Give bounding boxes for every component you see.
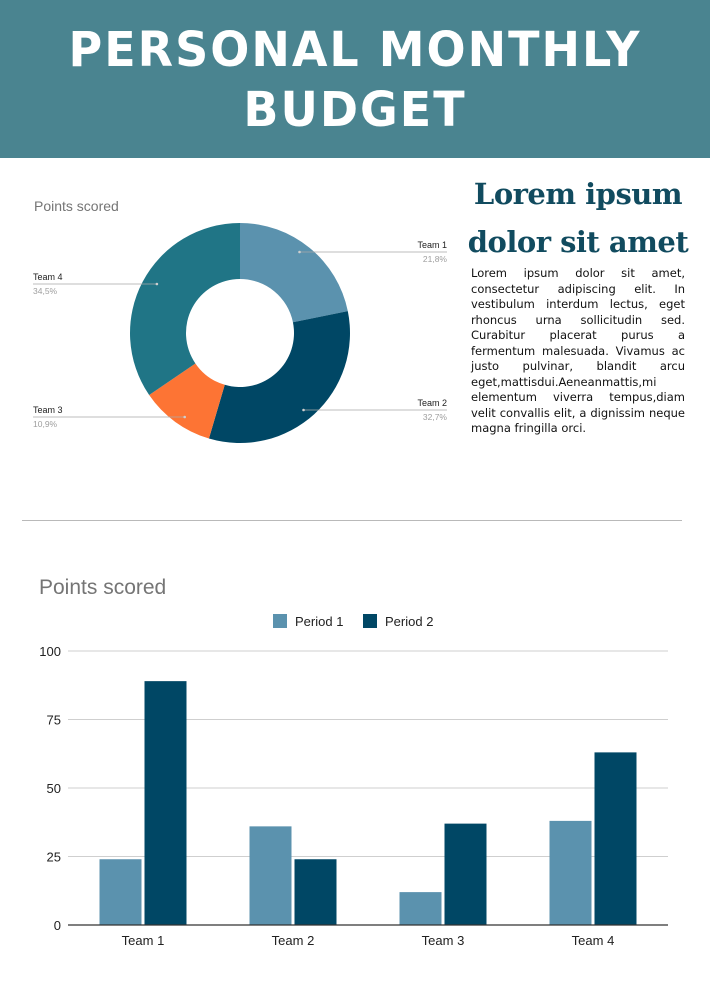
donut-value-team-1: 21,8%: [422, 254, 447, 264]
donut-chart-title: Points scored: [34, 198, 119, 214]
donut-value-team-2: 32,7%: [422, 412, 447, 422]
x-tick-label-team-2: Team 2: [271, 933, 315, 948]
bar-chart-title: Points scored: [39, 576, 167, 599]
article-title: Lorem ipsum dolor sit amet: [467, 177, 689, 259]
y-tick-label-100: 100: [39, 644, 61, 659]
donut-value-team-4: 34,5%: [33, 286, 58, 296]
donut-label-team-3: Team 3: [33, 405, 63, 415]
donut-label-team-4: Team 4: [33, 272, 63, 282]
y-tick-label-50: 50: [46, 781, 61, 796]
legend-label-period-2: Period 2: [385, 614, 434, 629]
page-title-line-1: PERSONAL MONTHLY: [68, 20, 642, 78]
bar-team-3-period-2: [445, 824, 487, 925]
donut-label-team-2: Team 2: [417, 398, 447, 408]
bar-team-4-period-1: [550, 821, 592, 925]
bar-team-3-period-1: [400, 892, 442, 925]
page-title-line-2: BUDGET: [243, 80, 467, 138]
legend-swatch-period-2: [363, 614, 377, 628]
bar-team-1-period-1: [100, 859, 142, 925]
bar-team-1-period-2: [145, 681, 187, 925]
bar-team-2-period-1: [250, 826, 292, 925]
x-tick-label-team-1: Team 1: [121, 933, 165, 948]
y-tick-label-75: 75: [46, 712, 61, 728]
donut-value-team-3: 10,9%: [33, 419, 58, 429]
x-tick-label-team-3: Team 3: [421, 933, 465, 948]
bar-team-2-period-2: [295, 859, 337, 925]
donut-label-team-1: Team 1: [417, 240, 447, 250]
legend-swatch-period-1: [273, 614, 287, 628]
y-tick-label-0: 0: [53, 918, 61, 933]
article-body: Lorem ipsum dolor sit amet, consectetur adipiscing elit. In vestibulum interdum lectus, eget rhoncus urna sollicitudin sed. Curabitur placerat purus a fermentum malesuada. Vivamus ac justo pulvinar, blandit arcu eget,mattisdui.Aeneanmattis,mi elementum viverra tempus,diam velit convallis elit, a dignissim neque magna fringilla orci.: [471, 266, 685, 435]
legend-label-period-1: Period 1: [295, 614, 344, 629]
x-tick-label-team-4: Team 4: [571, 933, 615, 948]
bar-team-4-period-2: [595, 752, 637, 925]
y-tick-label-25: 25: [46, 849, 61, 865]
